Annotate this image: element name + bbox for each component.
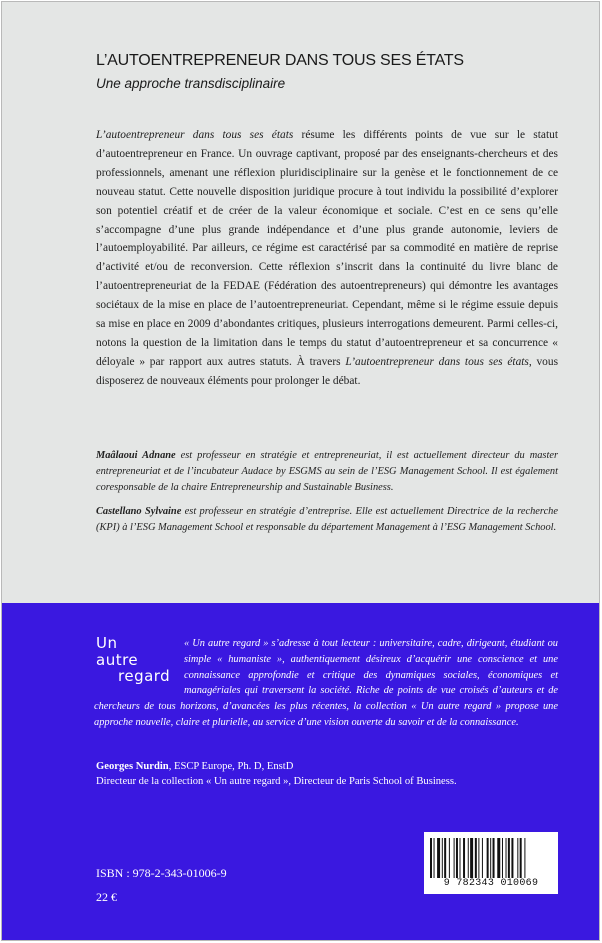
director-name: Georges Nurdin — [96, 761, 169, 772]
director-line — [96, 759, 566, 774]
logo-line: autre — [96, 651, 139, 669]
barcode-bar — [475, 838, 477, 878]
barcode-bar — [517, 838, 518, 878]
barcode-bar — [430, 838, 432, 878]
back-cover — [1, 1, 600, 941]
collection-description-block — [94, 636, 558, 731]
logo-line: Un — [96, 634, 118, 652]
barcode-bar — [456, 838, 458, 878]
barcode-bar — [470, 838, 473, 878]
summary-book-title-repeat: L’autoentrepreneur dans tous ses états — [345, 355, 529, 368]
barcode-bar — [463, 838, 465, 878]
barcode-bar — [449, 838, 450, 878]
summary-text — [96, 126, 558, 391]
barcode-bar — [506, 838, 507, 878]
barcode-bar — [511, 838, 513, 878]
barcode-bar — [524, 838, 525, 878]
collection-description: « Un autre regard » s’adresse à tout lecteur : universitaire, cadre, dirigeant, étudiant ou simple « humaniste », authentiquement désireux d’acquérir une conscience et une connaissance approfondie et critique des dynamiques sociales, économiques et managériales qui traversent la société. Riche de points de vue croisés d’auteurs et de chercheurs de tous horizons, d’avancées les plus récentes, la collection « Un autre regard » propose une approche nouvelle, claire et plurielle, au service d’une vision ouverte du savoir et de la connaissance. — [94, 638, 558, 728]
barcode-bar — [520, 838, 522, 878]
barcode-bar — [482, 838, 483, 878]
logo-line: regard — [118, 667, 171, 685]
logo-spacer — [94, 636, 184, 692]
summary-part1: résume les différents points de vue sur le statut d’autoentrepreneur en France. Un ouvrage captivant, proposé par des enseignants-chercheurs et des professionnels, amenant une réflexion pluridisciplinaire sur la genèse et le fonctionnement de ce nouveau statut. Cette nouvelle disposition juridique procure à tout individu la possibilité d’explorer son potentiel créatif et de créer de la valeur économique et sociale. C’est en ce sens qu’elle s’accompagne d’une plus grande indépendance et d’une plus grande autonomie, leviers de l’autoemployabilité. Par ailleurs, ce régime est caractérisé par sa commodité en matière de reprise d’activité et/ou de reconversion. Cette réflexion s’inscrit dans la continuité du livre blanc de l’autoentrepreneuriat de la FEDAE (Fédération des autoentrepreneurs) qui démontre les avantages sociétaux de la mise en place de l’autoentrepreneuriat. Cependant, même si le régime essuie depuis sa mise en place en 2009 d’abondantes critiques, plusieurs interrogations demeurent. Parmi celles-ci, notons la question de la limitation dans le temps du statut d’autoentrepreneur et sa concurrence « déloyale » par rapport aux autres statuts. À travers — [96, 129, 558, 368]
barcode-bar — [478, 838, 479, 878]
barcode-bar — [490, 838, 491, 878]
barcode-bar — [508, 838, 510, 878]
author-bio — [96, 504, 558, 536]
barcode-bar — [487, 838, 489, 878]
barcode-bar — [454, 838, 455, 878]
barcode-bar — [460, 838, 461, 878]
barcode-bar — [468, 838, 469, 878]
author-bio — [96, 448, 558, 496]
author-bio-text: est professeur en stratégie et entrepreneuriat, il est actuellement directeur du master entrepreneuriat et de l’incubateur Audace by ESGMS au sein de l’ESG Management School. Il est également coresponsable de la chaire Entrepreneurship and Sustainable Business. — [96, 450, 559, 493]
barcode-bar — [497, 838, 500, 878]
barcode-bars — [430, 838, 552, 878]
barcode-bar — [434, 838, 435, 878]
price: 22 € — [96, 890, 117, 904]
director-credentials: , ESCP Europe, Ph. D, EnstD — [168, 761, 294, 772]
author-name: Castellano Sylvaine — [96, 506, 182, 517]
cover-top-panel — [2, 2, 599, 603]
book-subtitle: Une approche transdisciplinaire — [96, 76, 286, 91]
author-name: Maâlaoui Adnane — [96, 450, 176, 461]
barcode-bar — [442, 838, 443, 878]
author-bio-text: est professeur en stratégie d’entreprise. Elle est actuellement Directrice de la recherche (KPI) à l’ESG Management School et responsable du département Management à l’ESG Management School. — [96, 506, 558, 533]
barcode-bar — [493, 838, 495, 878]
director-role: Directeur de la collection « Un autre regard », Directeur de Paris School of Business. — [96, 776, 457, 787]
book-title: L’AUTOENTREPRENEUR DANS TOUS SES ÉTATS — [96, 52, 464, 69]
barcode-number: 9 782343 010069 — [443, 878, 539, 889]
summary-part2: , vous disposerez de nouveaux éléments pour prolonger le débat. — [96, 355, 558, 387]
barcode-bar — [444, 838, 446, 878]
isbn: ISBN : 978-2-343-01006-9 — [96, 866, 227, 880]
barcode-bar — [437, 838, 440, 878]
barcode — [424, 832, 558, 894]
summary-book-title: L’autoentrepreneur dans tous ses états — [96, 129, 294, 141]
collection-director — [96, 759, 566, 789]
barcode-bar — [502, 838, 503, 878]
